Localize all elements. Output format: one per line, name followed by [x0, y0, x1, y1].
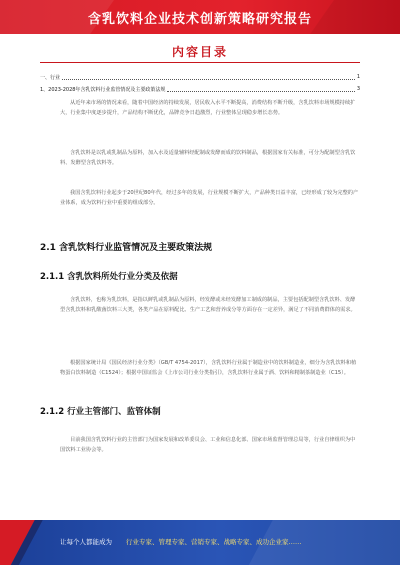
- body-paragraph: 含乳饮料，也称为乳饮料，是指以鲜乳或乳制品为原料，经发酵或未经发酵加工制成的制品，主要包括配制型含乳饮料、发酵型含乳饮料和乳酸菌饮料三大类，各类产品在原料配比、生产工艺和营养成分等方面存在一定差异，满足了不同消费群体的需求。: [60, 297, 356, 313]
- body-paragraph: 目前我国含乳饮料行业的主管部门为国家发展和改革委员会、工业和信息化部、国家市场监督管理总局等，行业自律组织为中国饮料工业协会等。: [60, 437, 356, 453]
- subsection-heading: 2.1.1 含乳饮料所处行业分类及依据: [40, 272, 178, 282]
- body-paragraph: 从近年来市场的情况来看，随着中国经济的持续发展，居民收入水平不断提高，消费结构不断升级，含乳饮料市场规模持续扩大，行业集中度逐步提升，产品结构不断优化，品牌竞争日趋激烈，行业整体呈现稳步增长态势。: [60, 100, 356, 116]
- report-title: 含乳饮料企业技术创新策略研究报告: [87, 12, 312, 27]
- body-paragraph: 含乳饮料是以乳或乳制品为原料，加入水及适量辅料经配制或发酵而成的饮料制品，根据国家有关标准，可分为配制型含乳饮料、发酵型含乳饮料等。: [60, 150, 356, 166]
- toc-divider: [40, 62, 360, 63]
- toc-leader-dots: [167, 87, 354, 92]
- body-paragraph: 我国含乳饮料行业起步于20世纪80年代，经过多年的发展，行业规模不断扩大，产品种类日益丰富，已经形成了较为完整的产业体系，成为饮料行业中重要的组成部分。: [60, 190, 359, 206]
- body-paragraph: 根据国家统计局《国民经济行业分类》（GB/T 4754-2017），含乳饮料行业属于制造业中的饮料制造业，细分为含乳饮料和植物蛋白饮料制造（C1524）；根据中国证监会《上市公司行业分类指引》，含乳饮料行业属于酒、饮料和精制茶制造业（C15）。: [60, 360, 357, 376]
- toc-entry-page: 1: [356, 74, 360, 80]
- page-header: [0, 0, 400, 34]
- toc-entry-text: 一、行业: [40, 74, 61, 81]
- subsection-heading: 2.1.2 行业主管部门、监管体制: [40, 407, 161, 417]
- toc-entry-text: 1、2023-2028年含乳饮料行业监管情况及主要政策法规: [40, 86, 166, 93]
- page-footer: [0, 520, 400, 565]
- toc-leader-dots: [62, 75, 355, 80]
- footer-slogan-roles: 行业专家、管理专家、营销专家、战略专家、成功企业家……: [126, 538, 302, 546]
- footer-slogan: [60, 537, 302, 546]
- toc-title: 内容目录: [171, 45, 228, 59]
- toc-entry[interactable]: [40, 84, 360, 94]
- section-heading: 2.1 含乳饮料行业监管情况及主要政策法规: [40, 243, 213, 253]
- footer-slogan-lead: 让每个人都能成为: [60, 538, 112, 546]
- toc-entry[interactable]: [40, 72, 360, 82]
- toc-entry-page: 3: [356, 86, 360, 92]
